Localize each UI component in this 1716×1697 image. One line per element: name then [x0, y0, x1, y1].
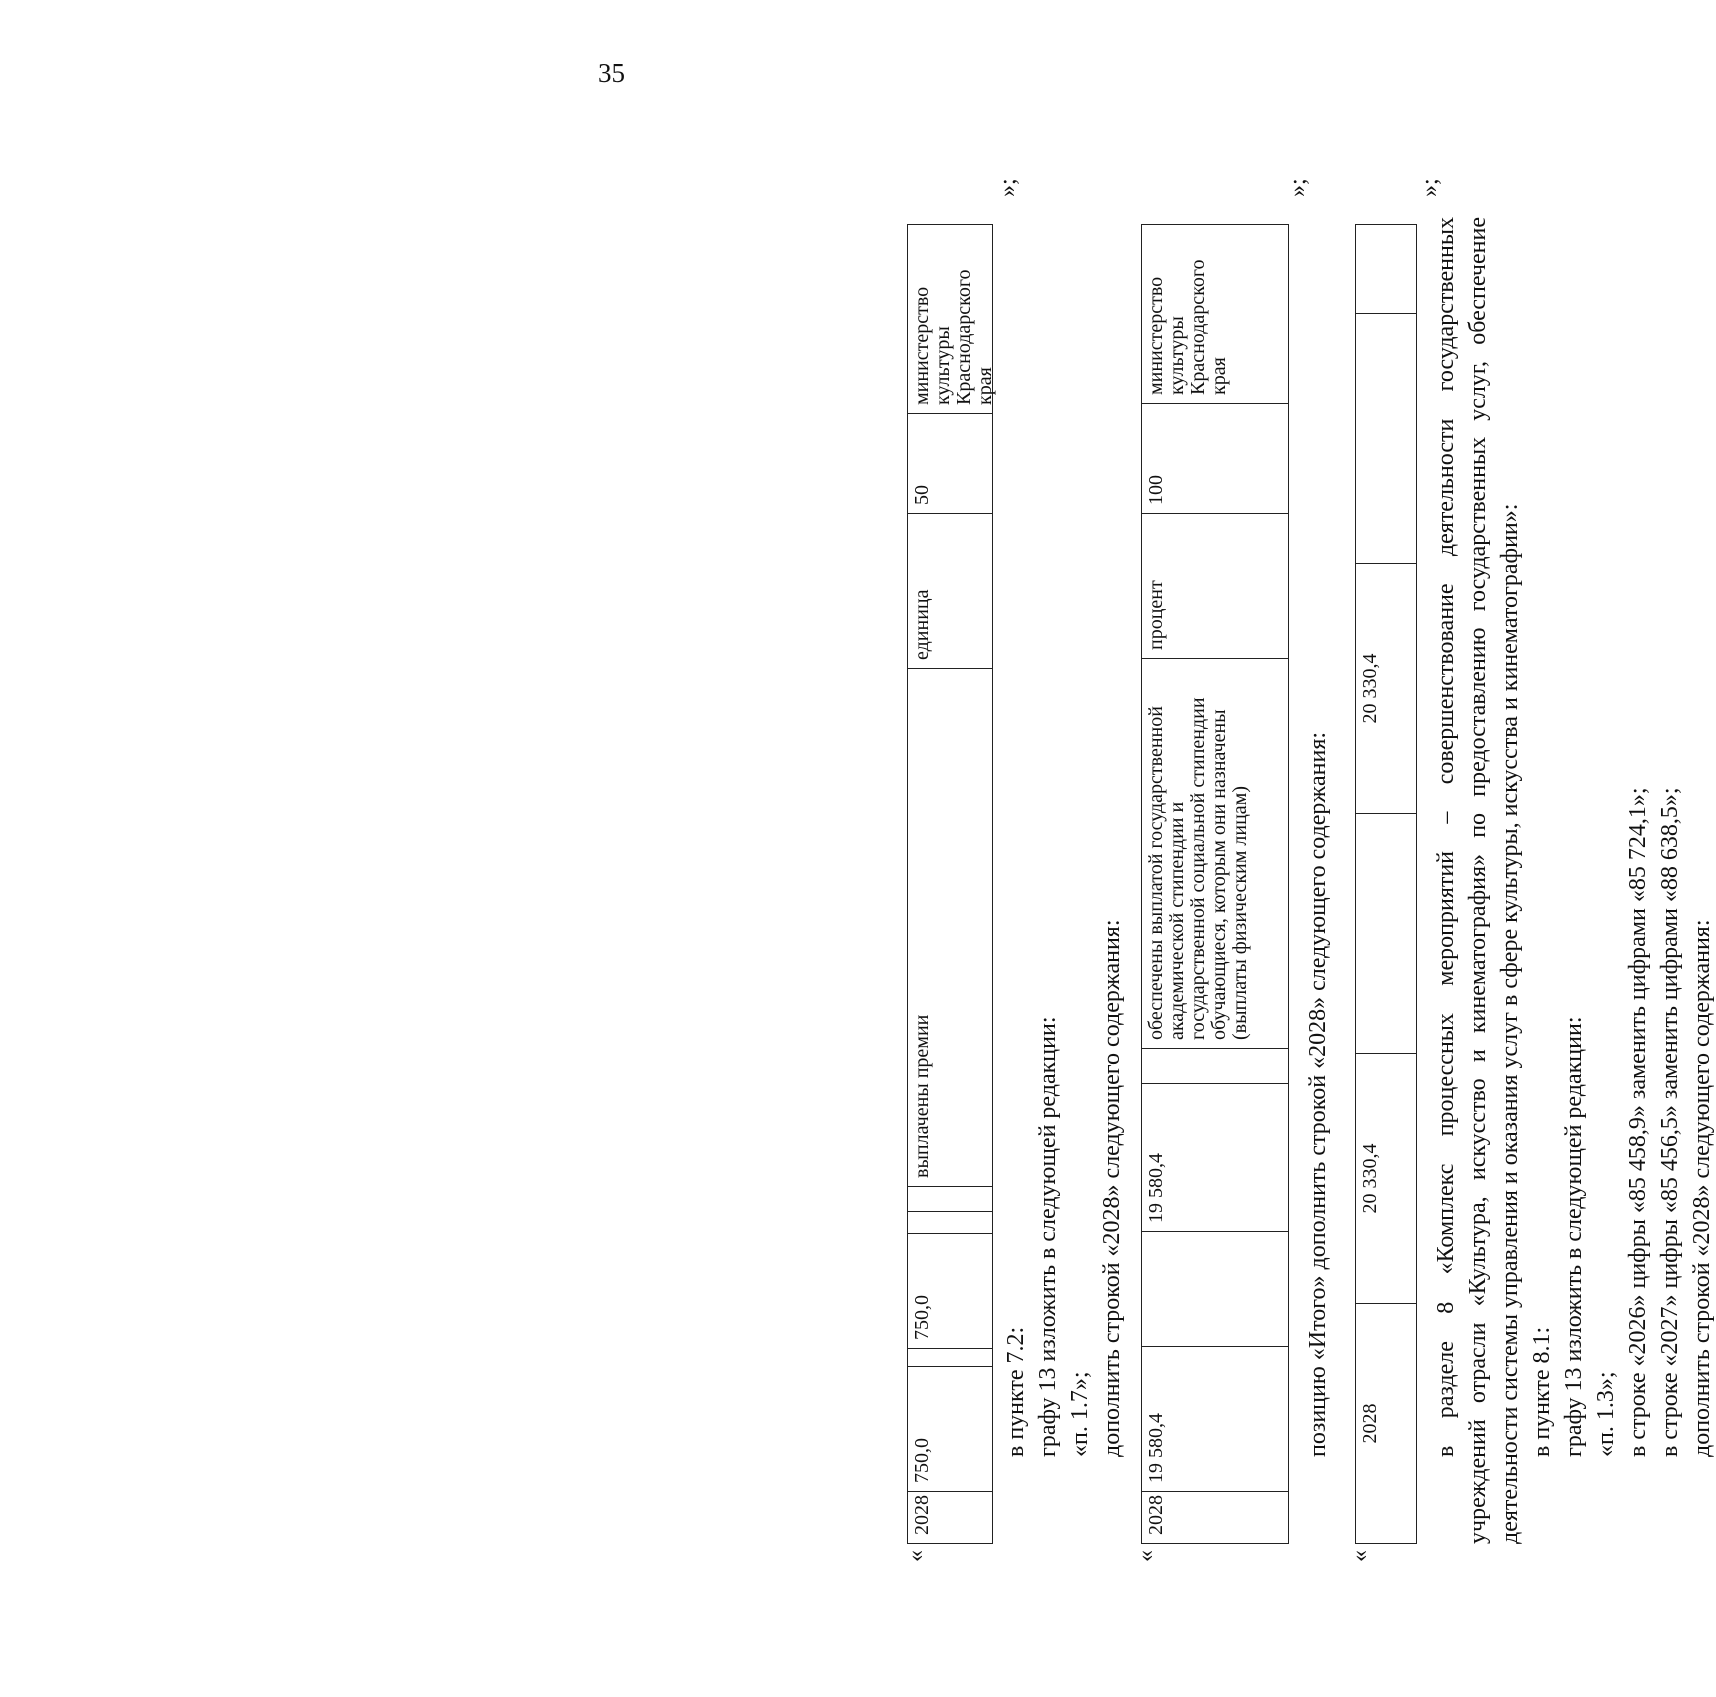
para1-line-1: в пункте 7.2: — [1003, 1326, 1029, 1457]
table3-cell-empty-1 — [1356, 813, 1416, 1053]
rotated-content — [885, 142, 1715, 1562]
table1-close-quote: »; — [995, 178, 1021, 197]
page-number: 35 — [598, 58, 625, 88]
table2-cell-unit: процент — [1142, 513, 1288, 658]
para3-line-3: деятельности системы управления и оказания услуг в сфере культуры, искусства и кинематографии»: — [1497, 503, 1523, 1544]
table1 — [907, 224, 996, 1544]
table3-close-quote: »; — [1417, 178, 1443, 197]
table3 — [1355, 224, 1417, 1544]
para1-line-4: дополнить строкой «2028» следующего содержания: — [1099, 919, 1125, 1457]
table1-cell-year: 2028 — [908, 1491, 992, 1543]
table1-cell-amount-1: 750,0 — [908, 1366, 992, 1491]
table2-cell-value: 100 — [1142, 403, 1288, 513]
para3-line-2: учреждений отрасли «Культура, искусство и кинематография» по предоставлению государственных услуг, обеспечение — [1465, 217, 1491, 1544]
table1-cell-empty-1 — [908, 1348, 992, 1366]
table1-cell-unit: единица — [908, 513, 992, 668]
para3-line-4: в пункте 8.1: — [1529, 1326, 1555, 1457]
table2-open-quote: « — [1133, 1550, 1159, 1562]
para3-line-9: дополнить строкой «2028» следующего содержания: — [1689, 919, 1715, 1457]
table2-cell-result: обеспечены выплатой государственной академической стипендии и государственной социальной стипендии обучающиеся, которым они назначены (выплаты физическим лицам) — [1142, 658, 1288, 1048]
table1-cell-amount-2: 750,0 — [908, 1233, 992, 1348]
table2-cell-empty-2 — [1142, 1048, 1288, 1083]
para3-line-7: в строке «2026» цифры «85 458,9» заменить цифрами «85 724,1»; — [1625, 787, 1651, 1457]
para3-line-5: графу 13 изложить в следующей редакции: — [1561, 1016, 1587, 1457]
table2-cell-amount-1: 19 580,4 — [1142, 1346, 1288, 1491]
table1-cell-empty-3 — [908, 1186, 992, 1211]
table2-cell-amount-2: 19 580,4 — [1142, 1083, 1288, 1231]
table3-cell-empty-2 — [1356, 313, 1416, 563]
table3-cell-amount-1: 20 330,4 — [1356, 1053, 1416, 1303]
para1-line-2: графу 13 изложить в следующей редакции: — [1035, 1016, 1061, 1457]
table3-open-quote: « — [1347, 1550, 1373, 1562]
table2 — [1141, 224, 1289, 1544]
table3-cell-empty-3 — [1356, 225, 1416, 313]
table1-open-quote: « — [903, 1550, 929, 1562]
para2-line-1: позицию «Итого» дополнить строкой «2028» следующего содержания: — [1305, 731, 1331, 1457]
table1-cell-empty-2 — [908, 1211, 992, 1233]
table3-cell-year: 2028 — [1356, 1303, 1416, 1543]
table3-cell-amount-2: 20 330,4 — [1356, 563, 1416, 813]
para3-line-1: в разделе 8 «Комплекс процессных мероприятий – совершенствование деятельности государственных — [1433, 217, 1459, 1457]
para3-line-8: в строке «2027» цифры «85 456,5» заменить цифрами «88 638,5»; — [1657, 787, 1683, 1457]
para1-line-3: «п. 1.7»; — [1067, 1371, 1093, 1457]
table2-close-quote: »; — [1285, 178, 1311, 197]
para3-line-6: «п. 1.3»; — [1593, 1371, 1619, 1457]
table1-cell-executor: министерство культуры Краснодарского края — [911, 269, 996, 405]
table1-cell-value: 50 — [908, 413, 992, 513]
table1-cell-result: выплачены премии — [908, 668, 992, 1186]
table2-cell-year: 2028 — [1142, 1491, 1288, 1543]
table2-cell-empty-1 — [1142, 1231, 1288, 1346]
table2-cell-executor: министерство культуры Краснодарского края — [1145, 259, 1230, 395]
